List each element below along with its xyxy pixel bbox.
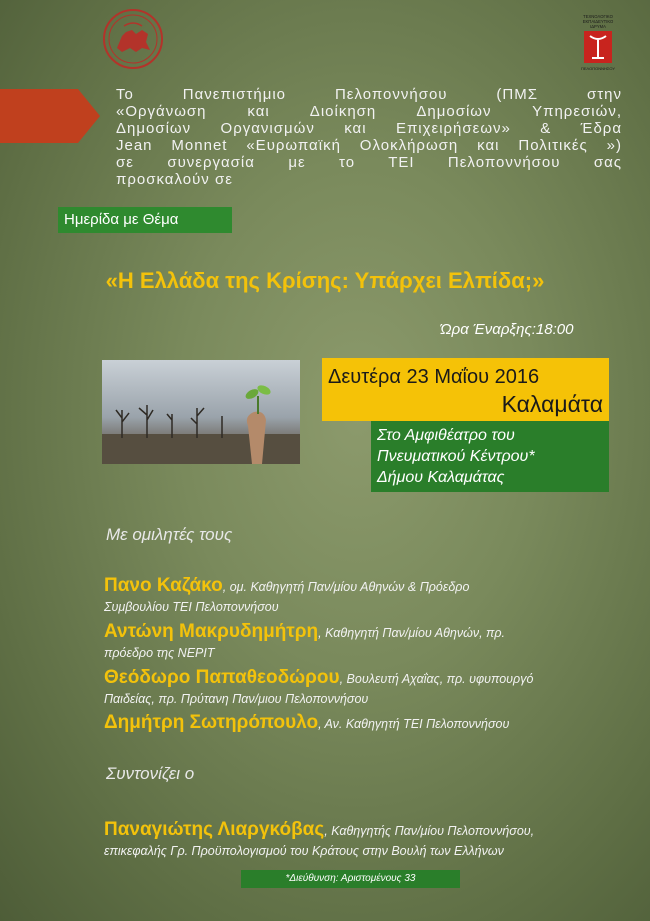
moderator-role-cont: επικεφαλής Γρ. Προϋπολογισμού του Κράτους στην Βουλή των Ελλήνων xyxy=(104,844,504,858)
intro-line: Δημοσίων Οργανισμών και Επιχειρήσεων» & Έδρα xyxy=(116,120,622,137)
venue-line: Πνευματικού Κέντρου* xyxy=(377,448,535,465)
venue-box xyxy=(371,421,609,492)
university-seal-logo xyxy=(102,8,164,70)
moderator-entry xyxy=(104,820,634,861)
moderator-name: Παναγιώτης Λιαργκόβας xyxy=(104,819,325,840)
speaker-role: , ομ. Καθηγητή Παν/μίου Αθηνών & Πρόεδρο xyxy=(222,580,470,594)
tei-logo xyxy=(574,12,622,74)
intro-line: Το Πανεπιστήμιο Πελοποννήσου (ΠΜΣ στην xyxy=(116,86,622,103)
speaker-role-cont: Συμβουλίου ΤΕΙ Πελοποννήσου xyxy=(104,600,279,614)
intro-line: Jean Monnet «Ευρωπαϊκή Ολοκλήρωση και Πολιτικές ») xyxy=(116,137,622,154)
venue-line: Δήμου Καλαμάτας xyxy=(377,469,505,486)
speaker-role: , Καθηγητή Παν/μίου Αθηνών, πρ. xyxy=(318,626,506,640)
moderator-role: , Καθηγητής Παν/μίου Πελοποννήσου, xyxy=(324,824,535,838)
speaker-role: , Βουλευτή Αχαΐας, πρ. υφυπουργό xyxy=(339,672,534,686)
speaker-name: Αντώνη Μακρυδημήτρη xyxy=(104,621,319,642)
speaker-entry xyxy=(104,668,634,709)
svg-text:ΕΚΠΑΙΔΕΥΤΙΚΟ: ΕΚΠΑΙΔΕΥΤΙΚΟ xyxy=(582,19,614,24)
hope-sprout-photo xyxy=(102,360,300,464)
speakers-heading: Με ομιλητές τους xyxy=(106,525,233,544)
intro-paragraph xyxy=(116,86,622,188)
svg-text:ΙΔΡΥΜΑ: ΙΔΡΥΜΑ xyxy=(590,24,606,29)
speaker-name: Δημήτρη Σωτηρόπουλο xyxy=(104,712,319,733)
svg-text:ΠΕΛΟΠΟΝΝΗΣΟΥ: ΠΕΛΟΠΟΝΝΗΣΟΥ xyxy=(580,66,616,71)
speaker-role-cont: Παιδείας, πρ. Πρύτανη Παν/μιου Πελοποννήσου xyxy=(104,692,369,706)
event-date: Δευτέρα 23 Μαΐου 2016 xyxy=(328,366,540,388)
speaker-entry xyxy=(104,713,634,734)
speaker-role: , Αν. Καθηγητή ΤΕΙ Πελοποννήσου xyxy=(318,717,510,731)
event-city: Καλαμάτα xyxy=(501,391,603,417)
speaker-name: Πανο Καζάκο xyxy=(104,575,223,596)
intro-line: προσκαλούν σε xyxy=(116,171,233,188)
speaker-role-cont: πρόεδρο της ΝΕΡΙΤ xyxy=(104,646,215,660)
intro-line: «Οργάνωση και Διοίκηση Δημοσίων Υπηρεσιών, xyxy=(116,103,622,120)
decorative-arrow xyxy=(0,89,100,143)
address-box: *Διεύθυνση: Αριστομένους 33 xyxy=(241,870,460,888)
speaker-entry xyxy=(104,576,634,617)
event-title: «Η Ελλάδα της Κρίσης: Υπάρχει Ελπίδα;» xyxy=(105,268,545,293)
start-time: Ώρα Έναρξης:18:00 xyxy=(440,321,574,338)
svg-text:ΤΕΧΝΟΛΟΓΙΚΟ: ΤΕΧΝΟΛΟΓΙΚΟ xyxy=(583,14,613,19)
moderator-heading: Συντονίζει ο xyxy=(106,764,195,783)
speaker-name: Θεόδωρο Παπαθεοδώρου xyxy=(104,667,340,688)
speaker-entry xyxy=(104,622,634,663)
date-box xyxy=(322,358,609,421)
intro-line: σε συνεργασία με το ΤΕΙ Πελοποννήσου σας xyxy=(116,154,622,171)
event-type-badge: Ημερίδα με Θέμα xyxy=(58,207,232,233)
venue-line: Στο Αμφιθέατρο του xyxy=(377,427,515,444)
